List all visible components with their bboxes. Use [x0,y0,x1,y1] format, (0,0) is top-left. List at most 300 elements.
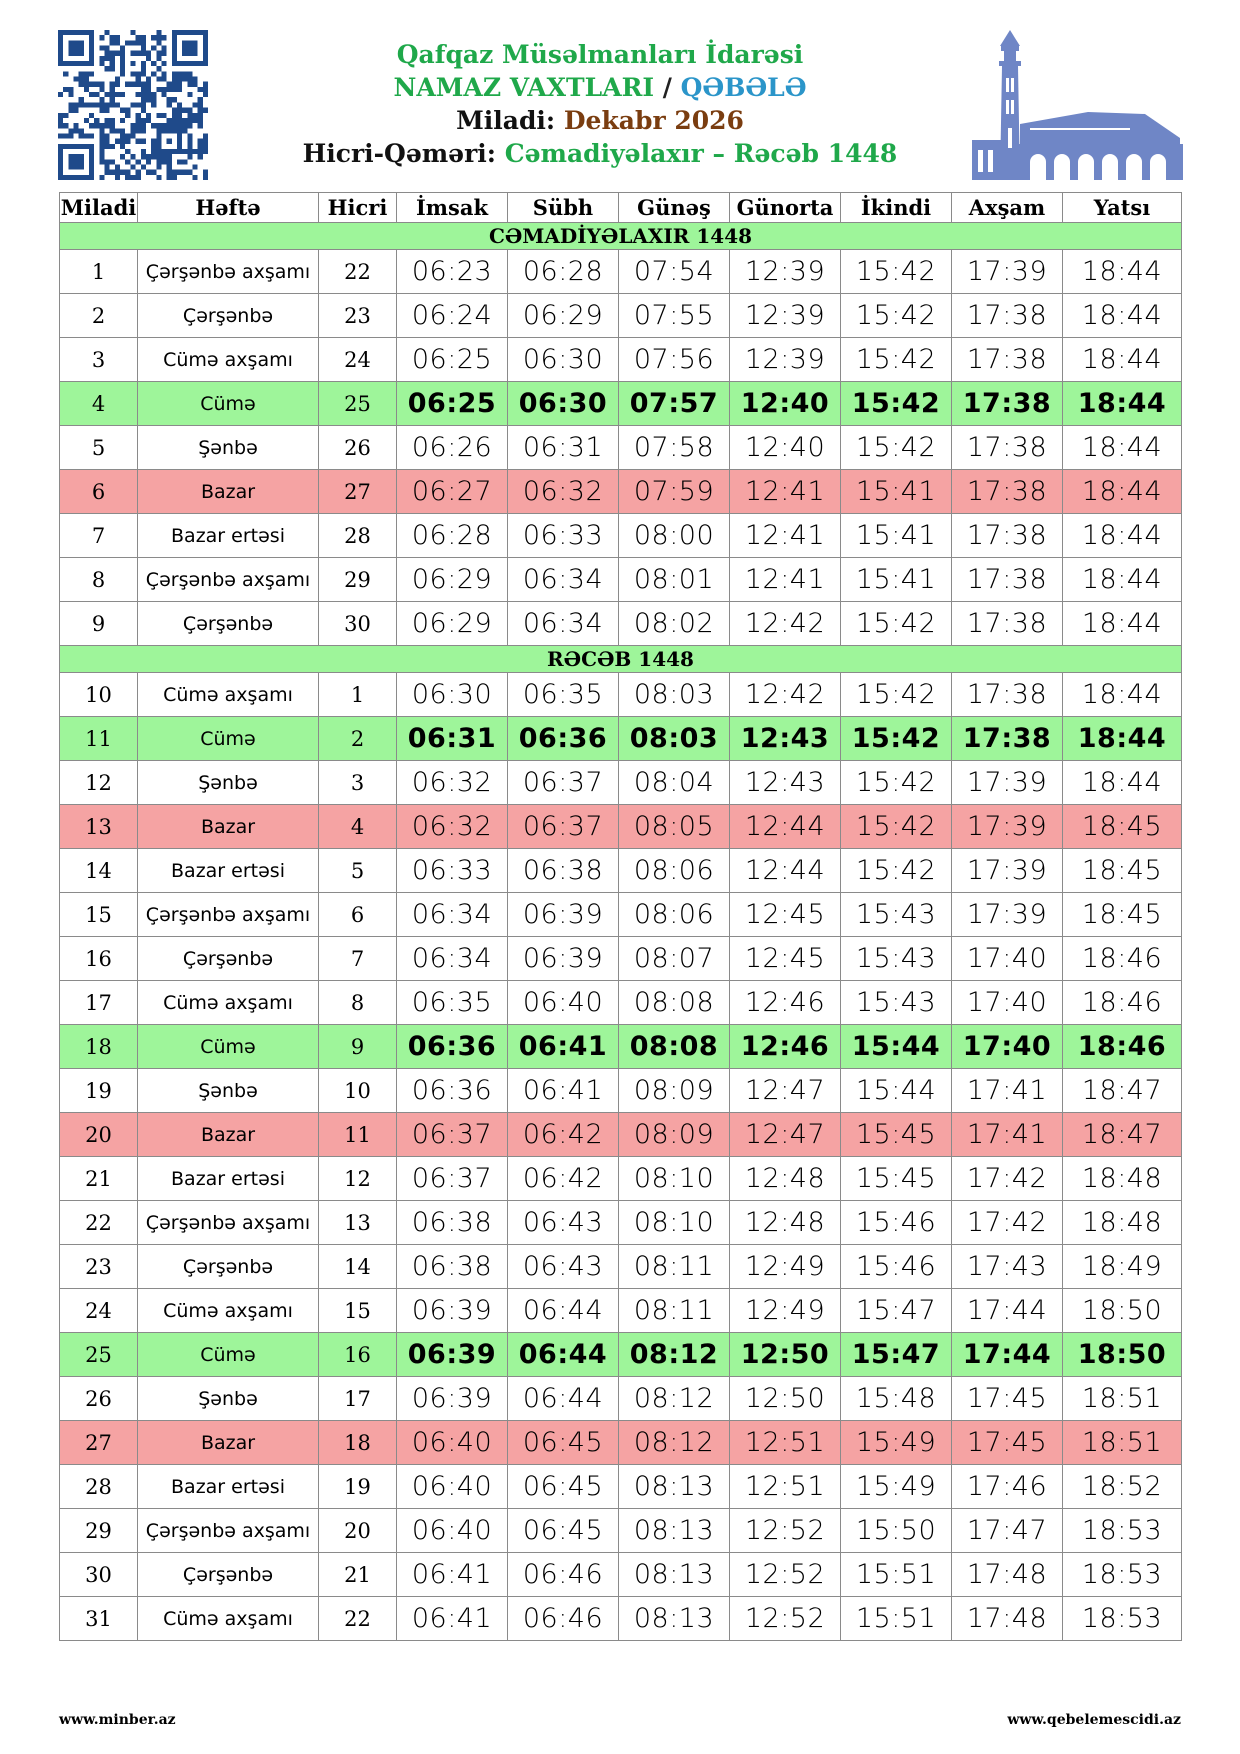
table-row [60,981,1182,1025]
weekday-cell: Çərşənbə [138,1245,319,1289]
gunes-time-cell: 08:13 [619,1465,730,1509]
weekday-cell: Bazar ertəsi [138,514,319,558]
axsam-time-cell: 17:47 [952,1509,1063,1553]
weekday-cell: Cümə [138,1025,319,1069]
miladi-day-cell: 11 [60,717,138,761]
ikindi-time-cell: 15:42 [841,761,952,805]
gunorta-time-cell: 12:46 [730,1025,841,1069]
title-separator: / [662,73,672,102]
miladi-day-cell: 18 [60,1025,138,1069]
section-header-row [60,223,1182,250]
gunes-time-cell: 08:08 [619,1025,730,1069]
imsak-time-cell: 06:26 [397,426,508,470]
yatsi-time-cell: 18:48 [1063,1157,1182,1201]
ikindi-time-cell: 15:42 [841,338,952,382]
yatsi-time-cell: 18:47 [1063,1069,1182,1113]
hijri-months: Cəmadiyəlaxır – Rəcəb 1448 [504,139,898,168]
hijri-label: Hicri-Qəməri: [302,139,496,168]
subh-time-cell: 06:46 [508,1597,619,1641]
gunes-time-cell: 08:10 [619,1201,730,1245]
subh-time-cell: 06:39 [508,893,619,937]
hijri-day-cell: 15 [319,1289,397,1333]
hijri-day-cell: 19 [319,1465,397,1509]
table-row [60,1245,1182,1289]
imsak-time-cell: 06:34 [397,937,508,981]
hijri-day-cell: 24 [319,338,397,382]
table-row [60,602,1182,646]
gunes-time-cell: 07:54 [619,250,730,294]
weekday-cell: Bazar [138,470,319,514]
gunorta-time-cell: 12:47 [730,1113,841,1157]
miladi-day-cell: 23 [60,1245,138,1289]
gunes-time-cell: 08:12 [619,1333,730,1377]
yatsi-time-cell: 18:46 [1063,981,1182,1025]
yatsi-time-cell: 18:48 [1063,1201,1182,1245]
miladi-day-cell: 15 [60,893,138,937]
axsam-time-cell: 17:42 [952,1157,1063,1201]
gunorta-time-cell: 12:49 [730,1245,841,1289]
gunes-time-cell: 08:11 [619,1245,730,1289]
weekday-cell: Cümə axşamı [138,981,319,1025]
gunes-time-cell: 08:02 [619,602,730,646]
hijri-day-cell: 5 [319,849,397,893]
table-row [60,426,1182,470]
miladi-month: Dekabr 2026 [563,106,744,135]
subh-time-cell: 06:37 [508,761,619,805]
weekday-cell: Bazar ertəsi [138,1465,319,1509]
hijri-day-cell: 25 [319,382,397,426]
weekday-cell: Şənbə [138,426,319,470]
miladi-day-cell: 1 [60,250,138,294]
miladi-day-cell: 7 [60,514,138,558]
footer-left-url: www.minber.az [59,1712,176,1728]
column-header: İkindi [841,193,952,223]
subh-time-cell: 06:45 [508,1509,619,1553]
imsak-time-cell: 06:40 [397,1421,508,1465]
table-row [60,1509,1182,1553]
subh-time-cell: 06:44 [508,1289,619,1333]
miladi-day-cell: 22 [60,1201,138,1245]
column-header: İmsak [397,193,508,223]
weekday-cell: Bazar ertəsi [138,849,319,893]
weekday-cell: Cümə axşamı [138,338,319,382]
miladi-day-cell: 5 [60,426,138,470]
imsak-time-cell: 06:28 [397,514,508,558]
miladi-day-cell: 19 [60,1069,138,1113]
column-header: Miladi [60,193,138,223]
miladi-day-cell: 10 [60,673,138,717]
subh-time-cell: 06:38 [508,849,619,893]
hijri-day-cell: 4 [319,805,397,849]
subh-time-cell: 06:42 [508,1157,619,1201]
hijri-day-cell: 6 [319,893,397,937]
yatsi-time-cell: 18:44 [1063,470,1182,514]
miladi-day-cell: 4 [60,382,138,426]
table-row [60,1597,1182,1641]
table-row [60,805,1182,849]
weekday-cell: Cümə axşamı [138,1289,319,1333]
axsam-time-cell: 17:38 [952,673,1063,717]
axsam-time-cell: 17:41 [952,1069,1063,1113]
ikindi-time-cell: 15:45 [841,1113,952,1157]
axsam-time-cell: 17:38 [952,382,1063,426]
hijri-day-cell: 13 [319,1201,397,1245]
weekday-cell: Çərşənbə axşamı [138,250,319,294]
gunorta-time-cell: 12:45 [730,893,841,937]
hijri-day-cell: 14 [319,1245,397,1289]
table-row [60,1157,1182,1201]
miladi-label: Miladi: [456,106,556,135]
gunes-time-cell: 07:58 [619,426,730,470]
miladi-day-cell: 6 [60,470,138,514]
imsak-time-cell: 06:39 [397,1289,508,1333]
miladi-day-cell: 3 [60,338,138,382]
ikindi-time-cell: 15:41 [841,470,952,514]
axsam-time-cell: 17:43 [952,1245,1063,1289]
column-header: Həftə [138,193,319,223]
table-row [60,1069,1182,1113]
hijri-day-cell: 22 [319,1597,397,1641]
hijri-day-cell: 11 [319,1113,397,1157]
gunes-time-cell: 08:04 [619,761,730,805]
subh-time-cell: 06:45 [508,1421,619,1465]
ikindi-time-cell: 15:42 [841,250,952,294]
imsak-time-cell: 06:38 [397,1245,508,1289]
subh-time-cell: 06:33 [508,514,619,558]
miladi-day-cell: 28 [60,1465,138,1509]
gunes-time-cell: 08:13 [619,1553,730,1597]
gunorta-time-cell: 12:39 [730,250,841,294]
axsam-time-cell: 17:39 [952,761,1063,805]
yatsi-time-cell: 18:46 [1063,937,1182,981]
hijri-day-cell: 3 [319,761,397,805]
hijri-day-cell: 20 [319,1509,397,1553]
ikindi-time-cell: 15:46 [841,1201,952,1245]
miladi-day-cell: 13 [60,805,138,849]
hijri-day-cell: 16 [319,1333,397,1377]
table-row [60,470,1182,514]
gunes-time-cell: 08:12 [619,1377,730,1421]
yatsi-time-cell: 18:44 [1063,382,1182,426]
miladi-day-cell: 12 [60,761,138,805]
ikindi-time-cell: 15:42 [841,673,952,717]
table-row [60,1289,1182,1333]
axsam-time-cell: 17:39 [952,805,1063,849]
weekday-cell: Bazar [138,1113,319,1157]
gunes-time-cell: 08:01 [619,558,730,602]
imsak-time-cell: 06:35 [397,981,508,1025]
imsak-time-cell: 06:41 [397,1553,508,1597]
qr-code-icon [58,30,208,180]
miladi-day-cell: 26 [60,1377,138,1421]
ikindi-time-cell: 15:44 [841,1069,952,1113]
gunes-time-cell: 07:55 [619,294,730,338]
hijri-day-cell: 9 [319,1025,397,1069]
ikindi-time-cell: 15:46 [841,1245,952,1289]
imsak-time-cell: 06:41 [397,1597,508,1641]
miladi-day-cell: 24 [60,1289,138,1333]
table-row [60,294,1182,338]
table-row [60,673,1182,717]
column-header: Günəş [619,193,730,223]
imsak-time-cell: 06:23 [397,250,508,294]
hijri-day-cell: 2 [319,717,397,761]
gunorta-time-cell: 12:40 [730,382,841,426]
subh-time-cell: 06:41 [508,1069,619,1113]
table-row [60,761,1182,805]
hijri-day-cell: 23 [319,294,397,338]
hijri-day-cell: 7 [319,937,397,981]
ikindi-time-cell: 15:42 [841,849,952,893]
gunorta-time-cell: 12:44 [730,849,841,893]
table-row [60,1025,1182,1069]
gunes-time-cell: 08:09 [619,1069,730,1113]
axsam-time-cell: 17:42 [952,1201,1063,1245]
weekday-cell: Şənbə [138,1377,319,1421]
yatsi-time-cell: 18:45 [1063,805,1182,849]
imsak-time-cell: 06:29 [397,558,508,602]
axsam-time-cell: 17:48 [952,1597,1063,1641]
weekday-cell: Çərşənbə axşamı [138,1201,319,1245]
table-row [60,338,1182,382]
miladi-day-cell: 17 [60,981,138,1025]
subh-time-cell: 06:41 [508,1025,619,1069]
imsak-time-cell: 06:32 [397,761,508,805]
section-title: RƏCƏB 1448 [60,646,1182,673]
ikindi-time-cell: 15:48 [841,1377,952,1421]
organization-name: Qafqaz Müsəlmanları İdarəsi [396,40,804,69]
gunes-time-cell: 08:13 [619,1509,730,1553]
column-header: Sübh [508,193,619,223]
axsam-time-cell: 17:38 [952,338,1063,382]
axsam-time-cell: 17:40 [952,937,1063,981]
table-row [60,1553,1182,1597]
ikindi-time-cell: 15:50 [841,1509,952,1553]
axsam-time-cell: 17:45 [952,1421,1063,1465]
gunorta-time-cell: 12:48 [730,1201,841,1245]
axsam-time-cell: 17:40 [952,1025,1063,1069]
subh-time-cell: 06:40 [508,981,619,1025]
weekday-cell: Cümə [138,1333,319,1377]
axsam-time-cell: 17:39 [952,849,1063,893]
yatsi-time-cell: 18:44 [1063,294,1182,338]
gunes-time-cell: 08:03 [619,717,730,761]
subh-time-cell: 06:46 [508,1553,619,1597]
hijri-day-cell: 28 [319,514,397,558]
table-header-row [60,193,1182,223]
subh-time-cell: 06:32 [508,470,619,514]
yatsi-time-cell: 18:53 [1063,1509,1182,1553]
footer-right-url: www.qebelemescidi.az [1007,1712,1181,1728]
column-header: Yatsı [1063,193,1182,223]
page-title: NAMAZ VAXTLARI [393,73,655,102]
subh-time-cell: 06:36 [508,717,619,761]
ikindi-time-cell: 15:51 [841,1553,952,1597]
yatsi-time-cell: 18:44 [1063,717,1182,761]
hijri-day-cell: 8 [319,981,397,1025]
gunorta-time-cell: 12:48 [730,1157,841,1201]
subh-time-cell: 06:34 [508,602,619,646]
gunorta-time-cell: 12:52 [730,1509,841,1553]
table-row [60,1465,1182,1509]
subh-time-cell: 06:37 [508,805,619,849]
ikindi-time-cell: 15:51 [841,1597,952,1641]
subh-time-cell: 06:45 [508,1465,619,1509]
yatsi-time-cell: 18:44 [1063,558,1182,602]
table-row [60,717,1182,761]
axsam-time-cell: 17:45 [952,1377,1063,1421]
axsam-time-cell: 17:39 [952,893,1063,937]
gunorta-time-cell: 12:51 [730,1465,841,1509]
imsak-time-cell: 06:38 [397,1201,508,1245]
gunorta-time-cell: 12:42 [730,602,841,646]
gunorta-time-cell: 12:44 [730,805,841,849]
yatsi-time-cell: 18:46 [1063,1025,1182,1069]
subh-time-cell: 06:43 [508,1245,619,1289]
table-row [60,893,1182,937]
miladi-day-cell: 9 [60,602,138,646]
axsam-time-cell: 17:41 [952,1113,1063,1157]
ikindi-time-cell: 15:44 [841,1025,952,1069]
table-row [60,382,1182,426]
weekday-cell: Çərşənbə axşamı [138,893,319,937]
table-row [60,937,1182,981]
minaret-mosque-icon [970,28,1185,180]
hijri-day-cell: 17 [319,1377,397,1421]
gunes-time-cell: 08:07 [619,937,730,981]
subh-time-cell: 06:39 [508,937,619,981]
gunorta-time-cell: 12:52 [730,1553,841,1597]
ikindi-time-cell: 15:47 [841,1333,952,1377]
imsak-time-cell: 06:34 [397,893,508,937]
weekday-cell: Cümə [138,382,319,426]
subh-time-cell: 06:34 [508,558,619,602]
miladi-day-cell: 14 [60,849,138,893]
miladi-day-cell: 21 [60,1157,138,1201]
yatsi-time-cell: 18:44 [1063,761,1182,805]
ikindi-time-cell: 15:42 [841,805,952,849]
weekday-cell: Cümə [138,717,319,761]
imsak-time-cell: 06:29 [397,602,508,646]
yatsi-time-cell: 18:50 [1063,1333,1182,1377]
table-row [60,250,1182,294]
subh-time-cell: 06:44 [508,1333,619,1377]
gunorta-time-cell: 12:43 [730,761,841,805]
imsak-time-cell: 06:39 [397,1333,508,1377]
gunes-time-cell: 07:59 [619,470,730,514]
axsam-time-cell: 17:38 [952,426,1063,470]
hijri-day-cell: 18 [319,1421,397,1465]
table-row [60,1201,1182,1245]
ikindi-time-cell: 15:41 [841,514,952,558]
section-header-row [60,646,1182,673]
ikindi-time-cell: 15:47 [841,1289,952,1333]
gunes-time-cell: 08:11 [619,1289,730,1333]
yatsi-time-cell: 18:44 [1063,250,1182,294]
gunorta-time-cell: 12:45 [730,937,841,981]
weekday-cell: Cümə axşamı [138,1597,319,1641]
imsak-time-cell: 06:40 [397,1465,508,1509]
hijri-day-cell: 1 [319,673,397,717]
hijri-day-cell: 26 [319,426,397,470]
imsak-time-cell: 06:32 [397,805,508,849]
table-row [60,1113,1182,1157]
column-header: Günorta [730,193,841,223]
section-title: CƏMADİYƏLAXIR 1448 [60,223,1182,250]
gunes-time-cell: 08:06 [619,893,730,937]
imsak-time-cell: 06:31 [397,717,508,761]
gunes-time-cell: 08:06 [619,849,730,893]
table-row [60,558,1182,602]
hijri-day-cell: 10 [319,1069,397,1113]
ikindi-time-cell: 15:42 [841,602,952,646]
ikindi-time-cell: 15:41 [841,558,952,602]
gunorta-time-cell: 12:39 [730,338,841,382]
gunorta-time-cell: 12:51 [730,1421,841,1465]
prayer-times-table [59,192,1182,1641]
ikindi-time-cell: 15:43 [841,893,952,937]
axsam-time-cell: 17:44 [952,1333,1063,1377]
ikindi-time-cell: 15:42 [841,294,952,338]
gunes-time-cell: 07:56 [619,338,730,382]
gunorta-time-cell: 12:50 [730,1333,841,1377]
miladi-day-cell: 31 [60,1597,138,1641]
axsam-time-cell: 17:38 [952,470,1063,514]
axsam-time-cell: 17:44 [952,1289,1063,1333]
imsak-time-cell: 06:33 [397,849,508,893]
axsam-time-cell: 17:48 [952,1553,1063,1597]
ikindi-time-cell: 15:49 [841,1421,952,1465]
imsak-time-cell: 06:37 [397,1157,508,1201]
gunorta-time-cell: 12:41 [730,470,841,514]
miladi-day-cell: 16 [60,937,138,981]
axsam-time-cell: 17:38 [952,602,1063,646]
gunes-time-cell: 08:00 [619,514,730,558]
weekday-cell: Çərşənbə axşamı [138,558,319,602]
imsak-time-cell: 06:30 [397,673,508,717]
gunorta-time-cell: 12:41 [730,514,841,558]
imsak-time-cell: 06:39 [397,1377,508,1421]
axsam-time-cell: 17:38 [952,294,1063,338]
subh-time-cell: 06:42 [508,1113,619,1157]
weekday-cell: Şənbə [138,761,319,805]
yatsi-time-cell: 18:52 [1063,1465,1182,1509]
table-row [60,849,1182,893]
yatsi-time-cell: 18:50 [1063,1289,1182,1333]
yatsi-time-cell: 18:44 [1063,426,1182,470]
weekday-cell: Bazar [138,1421,319,1465]
city-name: QƏBƏLƏ [680,73,807,102]
yatsi-time-cell: 18:47 [1063,1113,1182,1157]
ikindi-time-cell: 15:42 [841,717,952,761]
yatsi-time-cell: 18:45 [1063,893,1182,937]
ikindi-time-cell: 15:45 [841,1157,952,1201]
imsak-time-cell: 06:25 [397,338,508,382]
ikindi-time-cell: 15:43 [841,981,952,1025]
gunes-time-cell: 07:57 [619,382,730,426]
ikindi-time-cell: 15:43 [841,937,952,981]
gunorta-time-cell: 12:46 [730,981,841,1025]
axsam-time-cell: 17:38 [952,717,1063,761]
gunes-time-cell: 08:05 [619,805,730,849]
weekday-cell: Çərşənbə axşamı [138,1509,319,1553]
yatsi-time-cell: 18:44 [1063,338,1182,382]
axsam-time-cell: 17:38 [952,558,1063,602]
subh-time-cell: 06:30 [508,382,619,426]
table-row [60,1333,1182,1377]
axsam-time-cell: 17:38 [952,514,1063,558]
subh-time-cell: 06:43 [508,1201,619,1245]
